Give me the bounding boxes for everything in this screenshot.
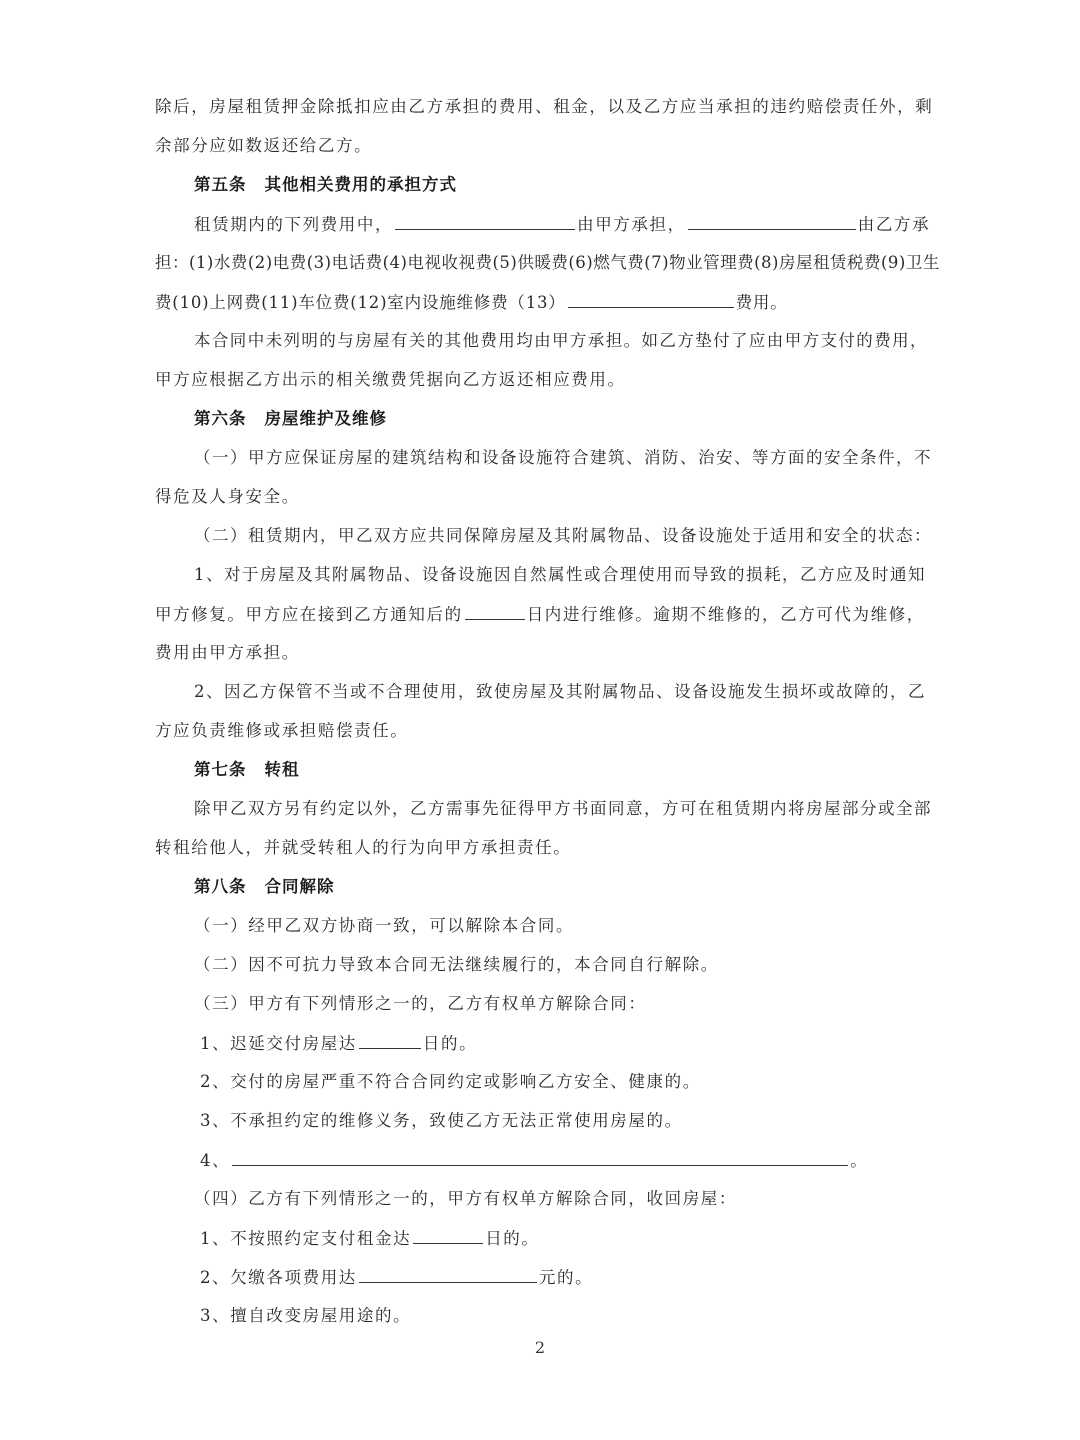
paragraph-line: 费用由甲方承担。 [155,643,300,662]
paragraph-line: 除后，房屋租赁押金除抵扣应由乙方承担的费用、租金，以及乙方应当承担的违约赔偿责任外，剩 [155,97,934,116]
article-title: 其他相关费用的承担方式 [264,175,457,194]
text-segment: 元的。 [538,1268,594,1287]
paragraph-line: 3、不承担约定的维修义务，致使乙方无法正常使用房屋的。 [200,1111,683,1130]
paragraph-line: 甲方应根据乙方出示的相关缴费凭据向乙方返还相应费用。 [155,370,626,389]
fill-blank [413,1227,483,1244]
paragraph-line [200,1149,970,1172]
fill-blank [568,291,734,308]
fill-blank [465,603,525,620]
fill-blank [688,213,856,230]
paragraph-line: 方应负责维修或承担赔偿责任。 [155,721,409,740]
paragraph-line [155,603,925,626]
paragraph-line: 得危及人身安全。 [155,487,300,506]
article-number: 第八条 [194,877,247,896]
paragraph-line: 除甲乙双方另有约定以外，乙方需事先征得甲方书面同意，方可在租赁期内将房屋部分或全部 [194,799,932,818]
page-number: 2 [534,1338,546,1357]
paragraph-line: 1、对于房屋及其附属物品、设备设施因自然属性或合理使用而导致的损耗，乙方应及时通知 [194,565,926,584]
paragraph-line: （二）因不可抗力导致本合同无法继续履行的，本合同自行解除。 [194,955,719,974]
article-number: 第七条 [194,760,247,779]
article-5-heading [194,174,457,196]
text-segment: 由乙方承 [857,215,931,234]
paragraph-line [200,1032,970,1055]
article-number: 第六条 [194,409,247,428]
fill-blank [359,1032,421,1049]
article-7-heading [194,759,300,781]
text-segment: 日的。 [485,1229,540,1248]
paragraph-line: （三）甲方有下列情形之一的，乙方有权单方解除合同： [194,994,647,1013]
text-segment: 1、迟延交付房屋达 [200,1034,357,1053]
text-segment: 日的。 [422,1034,478,1053]
paragraph-line [200,1266,970,1289]
text-segment: 1、不按照约定支付租金达 [200,1229,412,1248]
text-segment: 日内进行维修。逾期不维修的，乙方可代为维修， [526,605,925,624]
paragraph-line: 余部分应如数返还给乙方。 [155,136,373,155]
paragraph-line: 2、因乙方保管不当或不合理使用，致使房屋及其附属物品、设备设施发生损坏或故障的，乙 [194,682,926,701]
paragraph-line [194,213,964,236]
text-segment: 。 [850,1151,869,1170]
text-segment: 费用。 [735,293,788,312]
article-title: 合同解除 [264,877,335,896]
text-segment: 2、欠缴各项费用达 [200,1268,357,1287]
paragraph-line: 2、交付的房屋严重不符合合同约定或影响乙方安全、健康的。 [200,1072,701,1091]
paragraph-line [155,291,925,314]
paragraph-line: 3、擅自改变房屋用途的。 [200,1306,412,1325]
paragraph-line: （一）经甲乙双方协商一致，可以解除本合同。 [194,916,575,935]
paragraph-line: （四）乙方有下列情形之一的，甲方有权单方解除合同，收回房屋： [194,1189,737,1208]
paragraph-line [200,1227,970,1250]
article-title: 转租 [264,760,300,779]
text-segment: 租赁期内的下列费用中， [194,215,394,234]
text-segment: 甲方修复。甲方应在接到乙方通知后的 [155,605,463,624]
fill-blank [232,1149,848,1166]
paragraph-line: 担：(1)水费(2)电费(3)电话费(4)电视收视费(5)供暖费(6)燃气费(7)物业管理费(8)房屋租赁税费(9)卫生 [155,253,940,272]
article-6-heading [194,408,387,430]
text-segment: 由甲方承担， [577,215,686,234]
fill-blank [395,213,575,230]
article-8-heading [194,876,335,898]
paragraph-line: （一）甲方应保证房屋的建筑结构和设备设施符合建筑、消防、治安、等方面的安全条件，不 [194,448,932,467]
paragraph-line: 本合同中未列明的与房屋有关的其他费用均由甲方承担。如乙方垫付了应由甲方支付的费用， [194,331,928,350]
text-segment: 费(10)上网费(11)车位费(12)室内设施维修费（13） [155,293,566,312]
paragraph-line: 转租给他人，并就受转租人的行为向甲方承担责任。 [155,838,572,857]
article-number: 第五条 [194,175,247,194]
article-title: 房屋维护及维修 [264,409,387,428]
fill-blank [359,1266,537,1283]
text-segment: 4、 [200,1151,231,1170]
paragraph-line: （二）租赁期内，甲乙双方应共同保障房屋及其附属物品、设备设施处于适用和安全的状态： [194,526,932,545]
